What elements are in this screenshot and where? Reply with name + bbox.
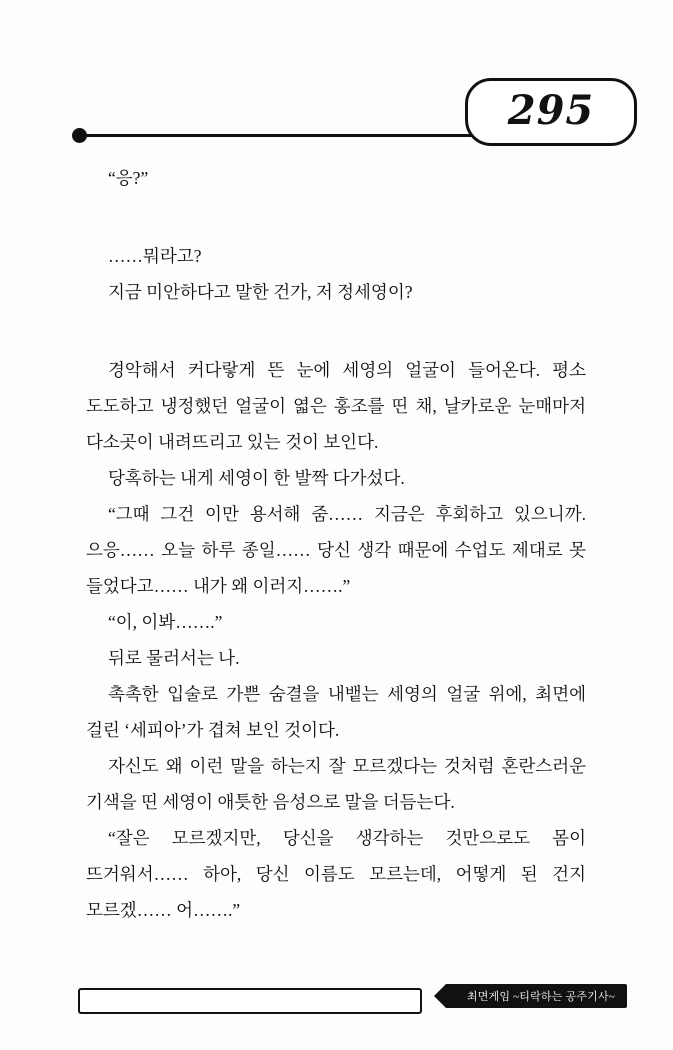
page-header (70, 78, 637, 148)
paragraph: “이, 이봐…….” (108, 612, 223, 632)
page-body (86, 160, 586, 928)
footer-title-tab: 최면게임 ~티락하는 공주기사~ (445, 984, 627, 1008)
page-footer (78, 984, 627, 1014)
paragraph: 경악해서 커다랗게 뜬 눈에 세영의 얼굴이 들어온다. 평소 도도하고 냉정했던 얼굴이 엷은 홍조를 띤 채, 날카로운 눈매마저 다소곳이 내려뜨리고 있는 것이 보인다. (86, 360, 586, 452)
page-number-badge (465, 78, 637, 146)
paragraph-gap (86, 310, 586, 352)
paragraph: 지금 미안하다고 말한 건가, 저 정세영이? (108, 282, 413, 302)
paragraph: 자신도 왜 이런 말을 하는지 잘 모르겠다는 것처럼 혼란스러운 기색을 띤 세영이 애틋한 음성으로 말을 더듬는다. (86, 756, 586, 812)
paragraph: “그때 그건 이만 용서해 줌…… 지금은 후회하고 있으니까. 으응…… 오늘 하루 종일…… 당신 생각 때문에 수업도 제대로 못 들었다고…… 내가 왜 이러지…….” (86, 504, 586, 596)
header-rule (80, 134, 500, 137)
paragraph-gap (86, 196, 586, 238)
paragraph: “잘은 모르겠지만, 당신을 생각하는 것만으로도 몸이 뜨거워서…… 하아, 당신 이름도 모르는데, 어떻게 된 건지 모르겠…… 어…….” (86, 828, 586, 920)
paragraph: 당혹하는 내게 세영이 한 발짝 다가섰다. (108, 468, 405, 488)
paragraph: 뒤로 물러서는 나. (108, 648, 240, 668)
paragraph: 촉촉한 입술로 가쁜 숨결을 내뱉는 세영의 얼굴 위에, 최면에 걸린 ‘세피아’가 겹쳐 보인 것이다. (86, 684, 586, 740)
page-number: 295 (507, 87, 595, 134)
paragraph: ……뭐라고? (108, 246, 202, 266)
paragraph: “응?” (108, 168, 149, 188)
footer-bar (78, 988, 422, 1014)
